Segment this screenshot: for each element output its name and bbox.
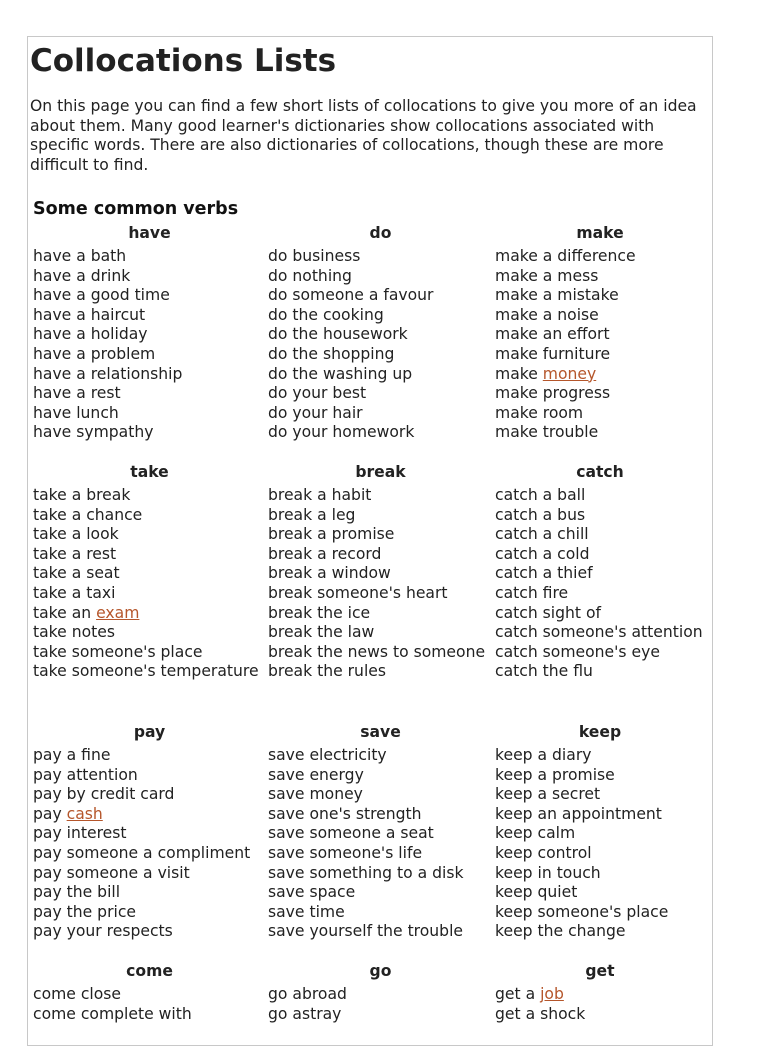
collocation-item: pay interest — [33, 824, 127, 843]
verb-group-get — [495, 962, 705, 1024]
collocation-item: have a good time — [33, 286, 170, 305]
collocation-item: keep control — [495, 843, 592, 862]
collocation-item: catch the flu — [495, 662, 593, 681]
collocation-item: pay someone a visit — [33, 863, 190, 882]
collocation-item: keep in touch — [495, 863, 601, 882]
verb-heading: break — [355, 463, 406, 481]
collocation-prefix: get a — [495, 985, 541, 1003]
collocation-item: make a difference — [495, 247, 636, 265]
collocation-prefix: take an — [33, 603, 97, 622]
collocation-item: save yourself the trouble — [268, 922, 463, 941]
collocation-item: break a window — [268, 564, 391, 583]
collocation-item: keep calm — [495, 824, 576, 843]
collocation-item: break a record — [268, 544, 382, 563]
collocation-item: pay your respects — [33, 922, 173, 941]
verb-heading: make — [576, 224, 624, 242]
collocation-item: make progress — [495, 384, 611, 403]
collocation-item: save one's strength — [268, 804, 422, 823]
collocation-link[interactable]: exam — [96, 603, 140, 622]
verb-group-break — [268, 463, 493, 682]
collocation-list — [33, 247, 266, 443]
collocation-item: do your homework — [268, 423, 415, 442]
collocation-item: keep a promise — [495, 765, 615, 784]
collocation-item: break the rules — [268, 662, 386, 681]
collocation-item: save someone a seat — [268, 824, 434, 843]
collocation-item: take a seat — [33, 564, 120, 583]
collocation-item: make furniture — [495, 344, 611, 363]
collocation-item: do the washing up — [268, 364, 413, 383]
collocation-item: save electricity — [268, 746, 387, 764]
collocation-item: do someone a favour — [268, 286, 434, 305]
collocation-item: catch a bus — [495, 505, 586, 524]
collocation-item: make an effort — [495, 325, 610, 344]
verb-heading: get — [585, 962, 615, 980]
verb-group-go — [268, 962, 493, 1024]
collocation-item: have a holiday — [33, 325, 148, 344]
page-title: Collocations Lists — [30, 43, 337, 79]
collocation-item: do the shopping — [268, 344, 395, 363]
collocation-item: catch someone's attention — [495, 623, 703, 642]
verb-group-do — [268, 224, 493, 443]
collocation-item: take a rest — [33, 544, 117, 563]
collocation-item: pay the price — [33, 902, 136, 921]
collocation-item: take a break — [33, 486, 131, 504]
collocation-item: keep a secret — [495, 785, 601, 804]
collocation-item: pay the bill — [33, 883, 121, 902]
collocation-item: catch a thief — [495, 564, 593, 583]
collocation-item: catch a cold — [495, 544, 590, 563]
collocation-link[interactable]: job — [540, 985, 564, 1003]
collocation-item: go astray — [268, 1004, 342, 1023]
collocation-item: save energy — [268, 765, 364, 784]
collocation-item: pay by credit card — [33, 785, 175, 804]
collocation-item: have a bath — [33, 247, 127, 265]
collocation-item: have a haircut — [33, 305, 146, 324]
verb-group-pay — [33, 723, 266, 942]
collocation-item: break a habit — [268, 486, 372, 504]
collocation-item: have a rest — [33, 384, 121, 403]
collocation-item: catch fire — [495, 583, 569, 602]
collocation-item: keep the change — [495, 922, 626, 941]
collocation-link[interactable]: cash — [66, 804, 103, 823]
collocation-list — [268, 247, 493, 443]
collocation-item: break the ice — [268, 603, 371, 622]
collocation-item: save time — [268, 902, 345, 921]
collocation-link[interactable]: money — [542, 364, 597, 383]
collocation-item: take someone's temperature — [33, 662, 259, 681]
collocation-prefix: pay — [33, 804, 67, 823]
collocation-list — [495, 486, 705, 682]
verb-heading: do — [369, 224, 392, 242]
verb-heading: save — [360, 723, 401, 741]
verb-heading: pay — [133, 723, 166, 741]
verb-heading: catch — [576, 463, 624, 481]
collocation-item: take a chance — [33, 505, 143, 524]
collocation-item — [495, 985, 705, 1005]
verb-heading: come — [126, 962, 173, 980]
collocation-item: save someone's life — [268, 843, 423, 862]
collocation-item: break someone's heart — [268, 583, 448, 602]
collocation-list — [495, 247, 705, 443]
verb-group-come — [33, 962, 266, 1024]
collocation-item: catch sight of — [495, 603, 601, 622]
collocation-list — [33, 746, 266, 942]
collocation-item — [495, 365, 705, 385]
collocation-item: have a drink — [33, 266, 131, 285]
collocation-item: do your best — [268, 384, 367, 403]
collocation-item: make a noise — [495, 305, 599, 324]
collocation-item: save money — [268, 785, 363, 804]
collocation-item — [33, 604, 266, 624]
collocation-item: break a leg — [268, 505, 356, 524]
verb-group-keep — [495, 723, 705, 942]
collocation-item: make room — [495, 403, 584, 422]
collocation-item: pay someone a compliment — [33, 843, 251, 862]
collocation-item: take notes — [33, 623, 115, 642]
collocation-item: have lunch — [33, 403, 119, 422]
collocation-item: do the housework — [268, 325, 408, 344]
collocation-item: get a shock — [495, 1004, 586, 1023]
collocation-list — [268, 486, 493, 682]
collocation-item: come complete with — [33, 1004, 192, 1023]
collocation-item: go abroad — [268, 985, 347, 1003]
collocation-item: save something to a disk — [268, 863, 464, 882]
collocation-item: do your hair — [268, 403, 363, 422]
collocation-item: make trouble — [495, 423, 599, 442]
collocation-item: catch someone's eye — [495, 642, 660, 661]
collocation-list — [495, 746, 705, 942]
collocation-item: come close — [33, 985, 122, 1003]
collocation-item: keep an appointment — [495, 804, 662, 823]
collocation-item: break a promise — [268, 525, 395, 544]
collocation-item: catch a chill — [495, 525, 589, 544]
collocation-item: keep a diary — [495, 746, 592, 764]
collocation-list — [268, 985, 493, 1024]
verb-heading: take — [130, 463, 169, 481]
verb-group-catch — [495, 463, 705, 682]
verb-group-save — [268, 723, 493, 942]
collocation-list — [33, 486, 266, 682]
collocation-item: do business — [268, 247, 361, 265]
verb-group-take — [33, 463, 266, 682]
collocation-item: pay attention — [33, 765, 138, 784]
collocation-item: do the cooking — [268, 305, 384, 324]
verb-group-make — [495, 224, 705, 443]
intro-paragraph: On this page you can find a few short lists of collocations to give you more of an idea about them. Many good learner's dictionaries show collocations associated with specific words. There are also dictionaries of collocations, though these are more difficult to find. — [30, 97, 697, 174]
collocation-list — [33, 985, 266, 1024]
verb-group-have — [33, 224, 266, 443]
collocation-item: take someone's place — [33, 642, 203, 661]
collocation-item: break the law — [268, 623, 375, 642]
collocation-list — [268, 746, 493, 942]
collocation-list — [495, 985, 705, 1024]
verb-heading: keep — [578, 723, 622, 741]
collocation-item: break the news to someone — [268, 642, 486, 661]
verb-heading: have — [128, 224, 171, 242]
collocation-item: have a problem — [33, 344, 156, 363]
collocation-item: do nothing — [268, 266, 352, 285]
collocation-item: pay a fine — [33, 746, 111, 764]
collocation-prefix: make — [495, 364, 543, 383]
collocation-item: keep someone's place — [495, 902, 669, 921]
collocation-item: keep quiet — [495, 883, 578, 902]
collocation-item: make a mistake — [495, 286, 619, 305]
verb-heading: go — [369, 962, 392, 980]
collocation-item: have sympathy — [33, 423, 154, 442]
collocation-item: save space — [268, 883, 356, 902]
collocation-item: take a look — [33, 525, 119, 544]
collocation-item — [33, 805, 266, 825]
collocation-item: make a mess — [495, 266, 599, 285]
collocation-item: have a relationship — [33, 364, 183, 383]
collocation-item: take a taxi — [33, 583, 116, 602]
collocation-item: catch a ball — [495, 486, 586, 504]
section-heading: Some common verbs — [33, 199, 239, 219]
